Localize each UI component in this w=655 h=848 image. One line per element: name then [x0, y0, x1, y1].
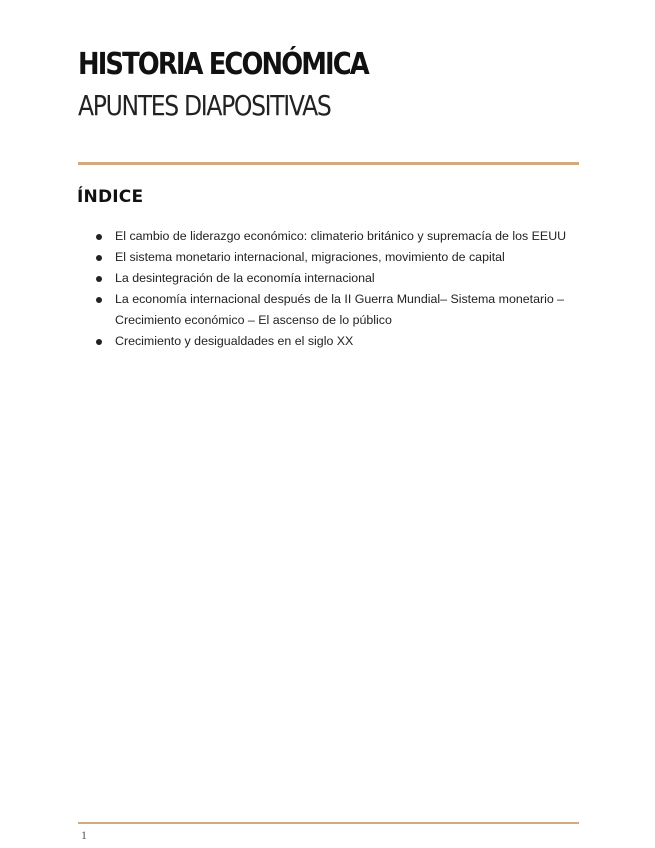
- index-list: [96, 226, 586, 352]
- index-item-text: La desintegración de la economía internacional: [115, 271, 375, 285]
- index-item-text: La economía internacional después de la II Guerra Mundial– Sistema monetario –: [115, 292, 565, 306]
- index-item-text: El cambio de liderazgo económico: climaterio británico y supremacía de los EEUU: [115, 229, 567, 243]
- index-item: [96, 289, 586, 331]
- index-item: [96, 268, 586, 289]
- bullet-icon: [96, 339, 102, 345]
- index-item: [96, 226, 586, 247]
- bullet-icon: [96, 297, 102, 303]
- index-item: [96, 331, 586, 352]
- index-item: [96, 247, 586, 268]
- document-subtitle: APUNTES DIAPOSITIVAS: [78, 89, 331, 122]
- bullet-icon: [96, 255, 102, 261]
- document-title: HISTORIA ECONÓMICA: [78, 47, 368, 82]
- index-item-text-continuation: Crecimiento económico – El ascenso de lo público: [115, 313, 392, 327]
- index-item-text: Crecimiento y desigualdades en el siglo XX: [115, 334, 354, 348]
- bullet-icon: [96, 234, 102, 240]
- bullet-icon: [96, 276, 102, 282]
- header-divider: [78, 162, 579, 165]
- footer-divider: [78, 822, 579, 824]
- page-number: 1: [81, 828, 87, 842]
- index-heading: ÍNDICE: [77, 187, 144, 207]
- index-item-text: El sistema monetario internacional, migraciones, movimiento de capital: [115, 250, 505, 264]
